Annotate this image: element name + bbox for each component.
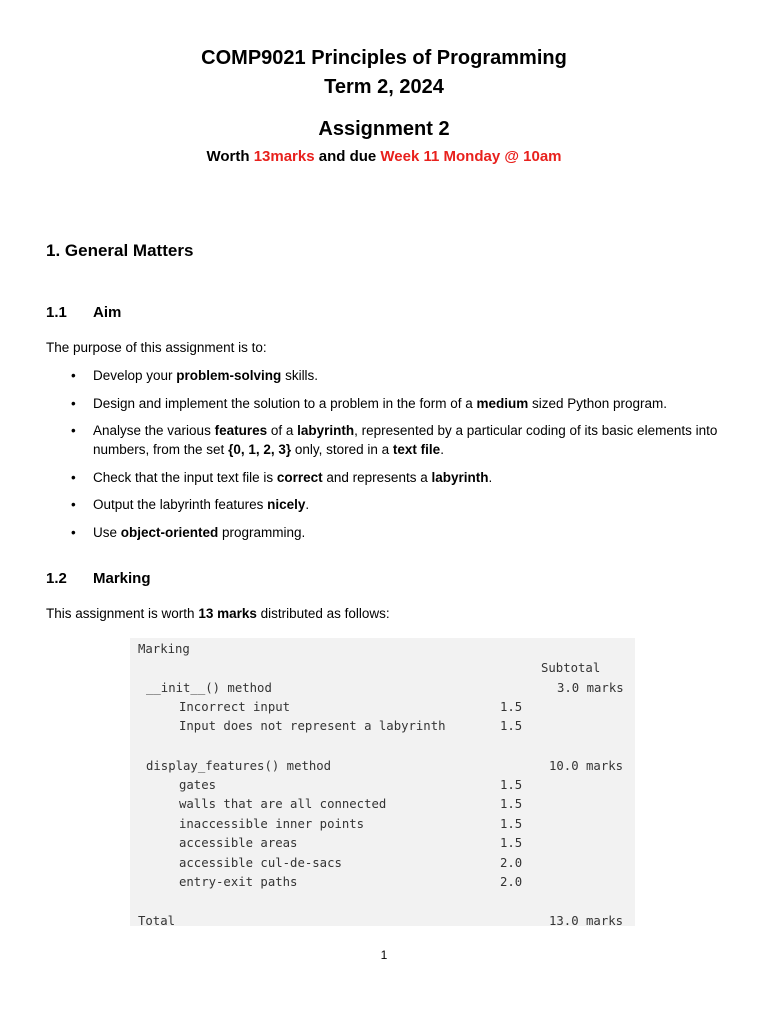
bold-text: object-oriented	[120, 524, 219, 540]
marking-heading: Marking	[138, 642, 190, 656]
subtotal-label: Subtotal	[541, 661, 601, 675]
marking-intro	[46, 606, 390, 621]
list-item	[46, 468, 726, 487]
text: and represents a	[322, 469, 432, 485]
text: skills.	[281, 368, 319, 383]
worth-prefix: Worth	[206, 148, 254, 165]
title-block	[0, 44, 768, 165]
term-title: Term 2, 2024	[324, 76, 444, 98]
bullet-icon: •	[71, 395, 76, 411]
text: Check that the input text file is	[93, 469, 277, 485]
aim-intro: The purpose of this assignment is to:	[46, 340, 267, 355]
item-marks: 1.5	[500, 797, 523, 811]
subsection-number: 1.1	[46, 304, 67, 321]
subsection-heading-aim	[46, 304, 121, 321]
subsection-heading-marking	[46, 570, 151, 587]
bullet-icon: •	[71, 423, 76, 438]
bold-text: medium	[476, 395, 529, 411]
bullet-icon: •	[71, 524, 76, 540]
list-item	[46, 495, 726, 514]
text: Output the labyrinth features	[93, 497, 268, 512]
item-label: inaccessible inner points	[179, 817, 365, 831]
bold-text: labyrinth	[431, 469, 489, 485]
bold-text: nicely	[267, 497, 306, 512]
list-item	[46, 366, 726, 385]
total-label: Total	[138, 914, 176, 928]
text: distributed as follows:	[256, 606, 390, 621]
list-item	[46, 394, 726, 413]
text: Use	[93, 524, 121, 540]
bullet-icon: •	[71, 469, 76, 485]
item-label: Input does not represent a labyrinth	[179, 719, 446, 733]
group-subtotal-display: 10.0 marks	[549, 759, 624, 773]
item-marks: 1.5	[500, 700, 523, 714]
item-marks: 2.0	[500, 856, 523, 870]
aim-bullet-list	[46, 366, 726, 550]
group-subtotal-init: 3.0 marks	[557, 681, 624, 695]
list-item	[46, 421, 726, 459]
worth-line	[0, 148, 768, 165]
page-number: 1	[380, 948, 388, 962]
text: sized Python program.	[528, 395, 668, 411]
text: .	[488, 469, 493, 485]
text: of a	[267, 423, 298, 438]
item-label: gates	[179, 778, 217, 792]
group-name-init: __init__() method	[146, 681, 272, 695]
bold-text: problem-solving	[176, 368, 282, 383]
item-marks: 1.5	[500, 719, 523, 733]
bold-text: text file	[392, 442, 441, 457]
item-marks: 1.5	[500, 836, 523, 850]
text: This assignment is worth	[46, 606, 199, 621]
subsection-title: Marking	[93, 570, 151, 587]
item-marks: 1.5	[500, 778, 523, 792]
due-date: Week 11 Monday @ 10am	[380, 148, 562, 165]
bullet-icon: •	[71, 368, 76, 383]
worth-marks: 13marks	[253, 148, 315, 165]
bold-text: labyrinth	[297, 423, 355, 438]
item-marks: 2.0	[500, 875, 523, 889]
list-item	[46, 523, 726, 542]
text: Develop your	[93, 368, 177, 383]
group-name-display: display_features() method	[146, 759, 332, 773]
marking-code-block	[130, 638, 635, 926]
total-value: 13.0 marks	[549, 914, 624, 928]
text: only, stored in a	[291, 442, 393, 457]
section-heading-general-matters: 1. General Matters	[46, 241, 194, 260]
item-label: walls that are all connected	[179, 797, 387, 811]
course-title: COMP9021 Principles of Programming	[201, 47, 567, 69]
bold-text: correct	[276, 469, 323, 485]
item-marks: 1.5	[500, 817, 523, 831]
text: .	[305, 497, 310, 512]
worth-middle: and due	[314, 148, 381, 165]
assignment-title: Assignment 2	[318, 118, 450, 140]
bold-text: 13 marks	[198, 606, 257, 621]
subsection-number: 1.2	[46, 570, 67, 587]
text: .	[440, 442, 444, 457]
subsection-title: Aim	[93, 304, 122, 321]
text: , represented by a particular coding of its basic elements into numbers, from the set	[93, 423, 718, 457]
text: Design and implement the solution to a problem in the form of a	[93, 395, 477, 411]
item-label: entry-exit paths	[179, 875, 298, 889]
bullet-icon: •	[71, 497, 76, 512]
bold-text: features	[214, 423, 268, 438]
item-label: accessible cul-de-sacs	[179, 856, 342, 870]
item-label: accessible areas	[179, 836, 298, 850]
text: programming.	[218, 524, 306, 540]
text: Analyse the various	[93, 423, 215, 438]
item-label: Incorrect input	[179, 700, 291, 714]
bold-text: {0, 1, 2, 3}	[228, 442, 292, 457]
